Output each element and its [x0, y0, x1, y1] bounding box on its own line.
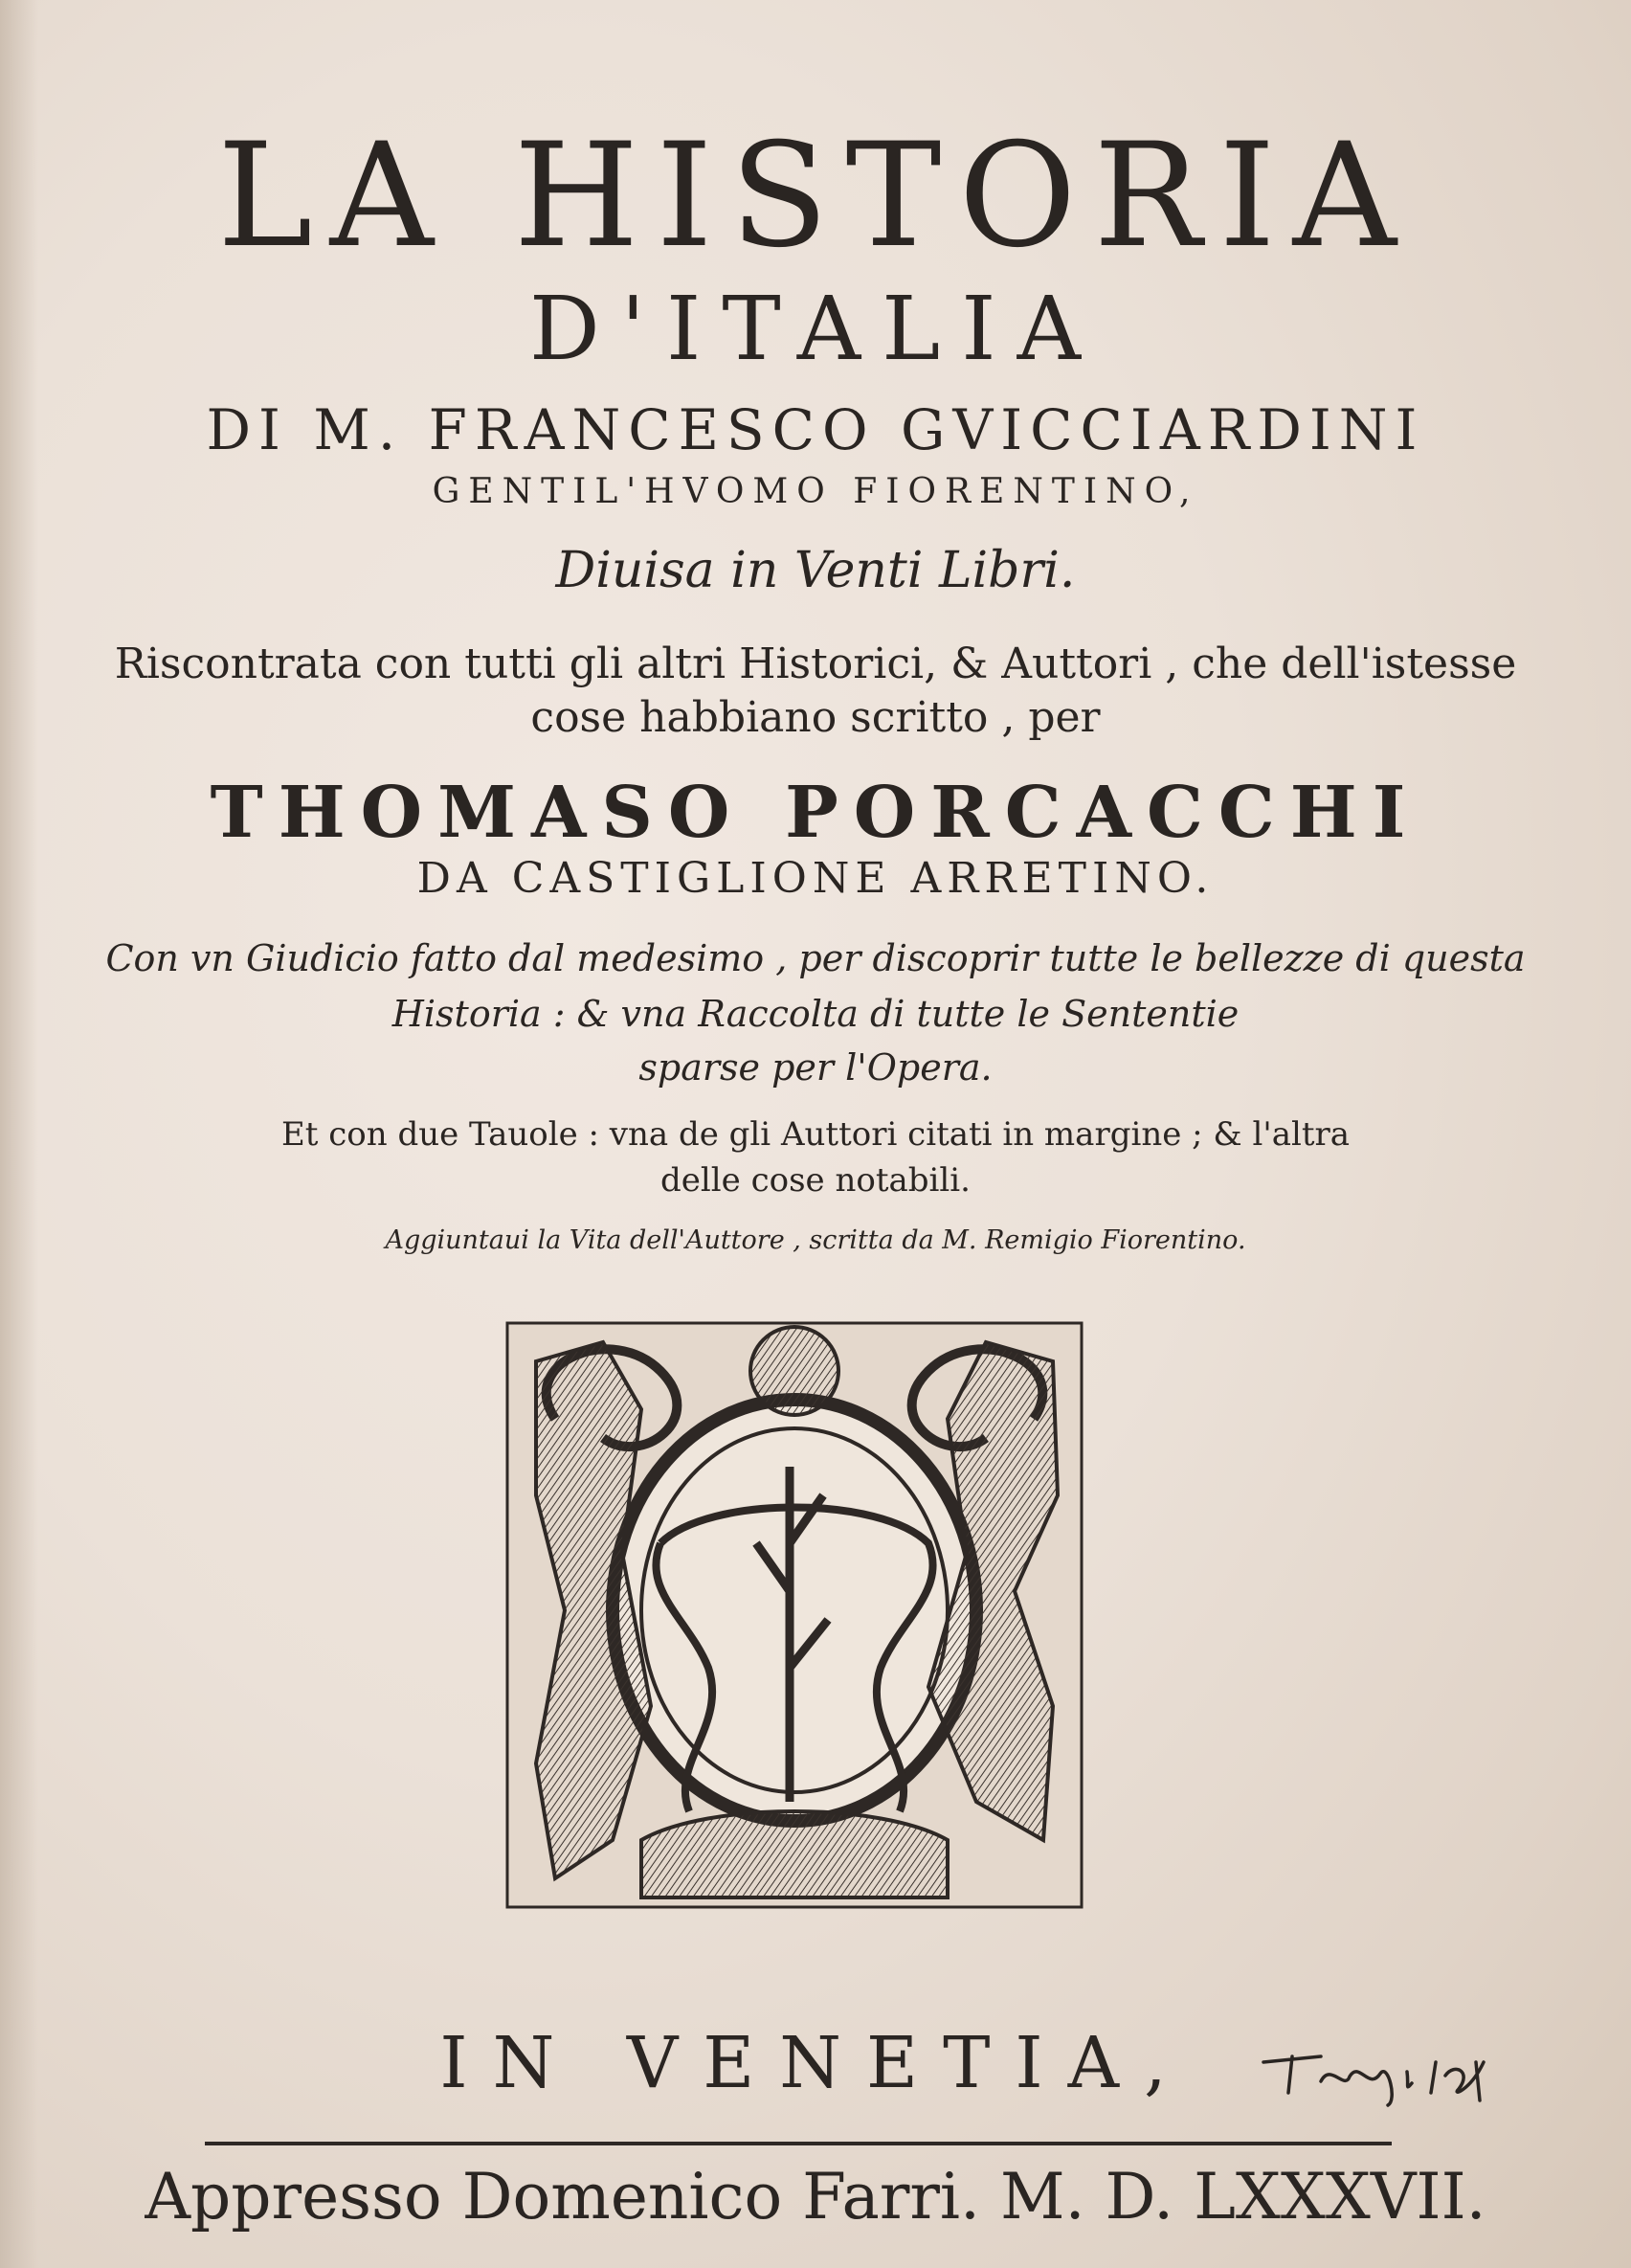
riscontrata-line-1: Riscontrata con tutti gli altri Historici, & Auttori , che dell'istesse — [114, 640, 1517, 688]
emblem-svg — [498, 1304, 1091, 1917]
riscontrata-line-2: cose habbiano scritto , per — [530, 693, 1101, 742]
editor-name: THOMASO PORCACCHI — [210, 772, 1421, 854]
title-line-1: LA HISTORIA — [217, 113, 1414, 280]
signature-svg — [1254, 2033, 1493, 2110]
author-line: DI M. FRANCESCO GVICCIARDINI — [206, 397, 1425, 462]
giudicio-line-2: Historia : & vna Raccolta di tutte le Sententie — [391, 993, 1240, 1035]
emblem-mask — [750, 1327, 838, 1415]
printer-line: Appresso Domenico Farri. M. D. LXXXVII. — [145, 2160, 1486, 2234]
tauole-line-2: delle cose notabili. — [660, 1161, 971, 1200]
horizontal-rule — [205, 2142, 1392, 2145]
title-line-2: D'ITALIA — [528, 278, 1103, 380]
editor-origin: DA CASTIGLIONE ARRETINO. — [416, 854, 1215, 903]
emblem-oval — [613, 1400, 976, 1821]
emblem-base — [641, 1811, 948, 1897]
giudicio-line-3: sparse per l'Opera. — [638, 1046, 993, 1089]
giudicio-line-1: Con vn Giudicio fatto dal medesimo , per discoprir tutte le bellezze di questa — [105, 937, 1526, 979]
divisa-line: Diuisa in Venti Libri. — [555, 542, 1076, 599]
handwritten-signature — [1254, 2033, 1493, 2110]
aggiunta-line: Aggiuntaui la Vita dell'Auttore , scritta da M. Remigio Fiorentino. — [385, 1225, 1246, 1255]
author-description: GENTIL'HVOMO FIORENTINO, — [432, 472, 1199, 511]
place-of-printing: IN VENETIA, — [439, 2022, 1192, 2104]
tauole-line-1: Et con due Tauole : vna de gli Auttori citati in margine ; & l'altra — [280, 1115, 1351, 1154]
printers-device-woodcut-icon — [498, 1304, 1091, 1917]
